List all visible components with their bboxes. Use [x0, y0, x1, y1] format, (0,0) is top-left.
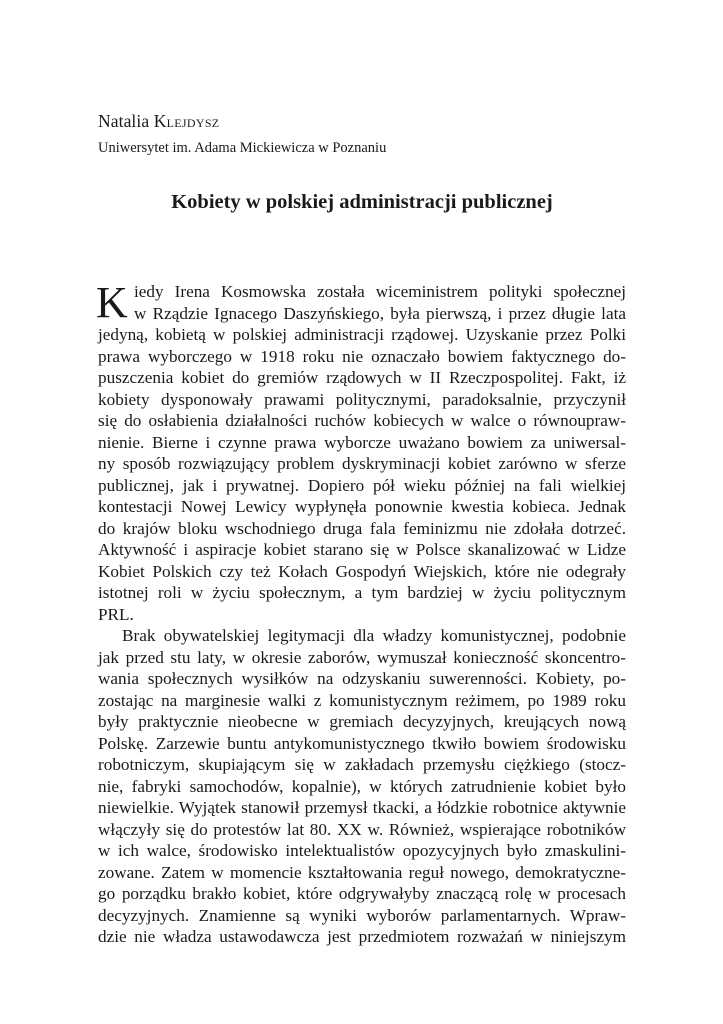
text-line: jak przed stu laty, w okresie zaborów, wymuszał konieczność skoncentro- [98, 647, 626, 667]
text-line: decyzyjnych. Znamienne są wyniki wyborów parlamentarnych. Wpraw- [98, 905, 626, 925]
text-line: do krajów bloku wschodniego druga fala feminizmu nie zdołała dotrzeć. [98, 518, 626, 538]
text-line: prawa wyborczego w 1918 roku nie oznaczało bowiem faktycznego do- [98, 346, 626, 366]
text-line: były praktycznie nieobecne w gremiach decyzyjnych, kreujących nową [98, 712, 626, 731]
text-line: kontestacji Nowej Lewicy wypłynęła ponownie kwestia kobieca. Jednak [98, 497, 626, 516]
text-line: w ich walce, środowisko intelektualistów opozycyjnych było zmaskulini- [98, 841, 626, 860]
text-line: się do osłabienia działalności ruchów kobiecych w walce o równoupraw- [98, 411, 626, 430]
text-line: publicznej, jak i prywatnej. Dopiero pół wieku później na fali wielkiej [98, 475, 626, 495]
text-line: wania społecznych wysiłków na odzyskaniu suwerenności. Kobiety, po- [98, 669, 626, 688]
text-line: iedy Irena Kosmowska została wiceministrem polityki społecznej [134, 282, 626, 301]
drop-cap: K [96, 278, 128, 327]
text-line: dzie nie władza ustawodawcza jest przedmiotem rozważań w niniejszym [98, 927, 626, 946]
paragraph-first-line: Brak obywatelskiej legitymacji dla władzy komunistycznej, podobnie [122, 626, 626, 645]
text-line: Polskę. Zarzewie buntu antykomunistycznego tkwiło bowiem środowisku [98, 733, 626, 753]
text-line: puszczenia kobiet do gremiów rządowych w II Rzeczpospolitej. Fakt, iż [98, 368, 626, 387]
text-line: włączyły się do protestów lat 80. XX w. Również, wspierające robotników [98, 819, 626, 839]
text-line: zowane. Zatem w momencie kształtowania reguł nowego, demokratyczne- [98, 862, 626, 882]
text-line: Kobiet Polskich czy też Kołach Gospodyń Wiejskich, które nie odegrały [98, 561, 626, 581]
text-line: nie, fabryki samochodów, kopalnie), w których zatrudnienie kobiet było [98, 776, 626, 796]
text-line: istotnej roli w życiu społecznym, a tym bardziej w życiu politycznym [98, 583, 626, 602]
text-line: kobiety dysponowały prawami politycznymi, paradoksalnie, przyczynił [98, 389, 626, 409]
text-line: Aktywność i aspiracje kobiet starano się w Polsce skanalizować w Lidze [98, 540, 626, 559]
text-line: zostając na marginesie walki z komunistycznym reżimem, po 1989 roku [98, 690, 626, 710]
text-line: jedyną, kobietą w polskiej administracji rządowej. Uzyskanie przez Polki [98, 325, 626, 344]
author-name [98, 110, 219, 132]
author-last-name: Klejdysz [153, 111, 220, 131]
author-first-name: Natalia [98, 111, 150, 131]
text-line: niewielkie. Wyjątek stanowił przemysł tkacki, a łódzkie robotnice aktywnie [98, 798, 626, 817]
text-line: nienie. Bierne i czynne prawa wyborcze uważano bowiem za uniwersal- [98, 432, 626, 452]
text-line: w Rządzie Ignacego Daszyńskiego, była pierwszą, i przez długie lata [134, 303, 626, 323]
article-title: Kobiety w polskiej administracji publicznej [171, 191, 553, 213]
text-line: ny sposób rozwiązujący problem dyskryminacji kobiet zarówno w sferze [98, 454, 626, 473]
text-line: go porządku brakło kobiet, które odgrywałyby znaczącą rolę w procesach [98, 884, 626, 903]
author-affiliation: Uniwersytet im. Adama Mickiewicza w Poznaniu [98, 140, 387, 156]
text-line: robotniczym, skupiającym się w zakładach przemysłu ciężkiego (stocz- [98, 755, 626, 774]
paragraph-last-line: PRL. [98, 604, 134, 624]
article-body [96, 278, 626, 948]
